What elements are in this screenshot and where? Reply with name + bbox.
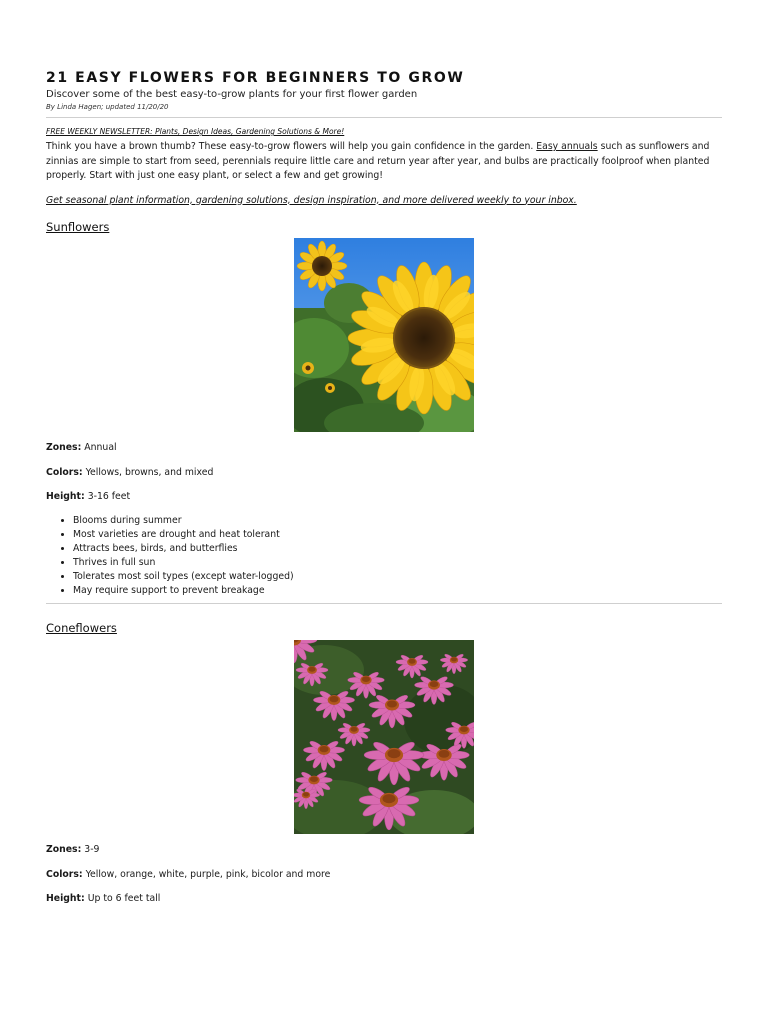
list-item: • Blooms during summer (73, 514, 722, 528)
colors-label: Colors: (46, 868, 83, 880)
zones-label: Zones: (46, 441, 82, 453)
list-item: • May require support to prevent breakage (73, 584, 722, 598)
coneflower-colors (46, 869, 722, 881)
sunflower-height (46, 491, 722, 503)
coneflower-photo (294, 640, 474, 834)
sunflowers-heading[interactable]: Sunflowers (46, 219, 110, 234)
colors-value: Yellows, browns, and mixed (85, 466, 214, 478)
height-label: Height: (46, 490, 85, 502)
intro-text-1: Think you have a brown thumb? These easy-to-grow flowers will help you gain confidence in the garden. (46, 141, 537, 152)
height-label: Height: (46, 892, 85, 904)
coneflower-photo-wrap (294, 640, 474, 834)
seasonal-newsletter-link[interactable]: Get seasonal plant information, gardening solutions, design inspiration, and more delivered weekly to your inbox. (46, 194, 577, 206)
coneflower-zones (46, 844, 722, 856)
list-item: • Attracts bees, birds, and butterflies (73, 542, 722, 556)
sunflower-colors (46, 467, 722, 479)
sunflower-zones (46, 442, 722, 454)
header-divider (46, 117, 722, 118)
list-item: • Tolerates most soil types (except water-logged) (73, 570, 722, 584)
colors-value: Yellow, orange, white, purple, pink, bicolor and more (85, 868, 331, 880)
zones-value: 3-9 (84, 843, 100, 855)
article (46, 68, 722, 905)
page-title: 21 EASY FLOWERS FOR BEGINNERS TO GROW (46, 70, 465, 86)
zones-value: Annual (84, 441, 117, 453)
newsletter-link[interactable]: FREE WEEKLY NEWSLETTER: Plants, Design Ideas, Gardening Solutions & More! (46, 127, 345, 136)
height-value: Up to 6 feet tall (87, 892, 161, 904)
intro-text-2: such as sunflowers and zinnias are simple to start from seed, perennials require little care and return year after year, and bulbs are practically foolproof when planted properly. Start with just one easy plant, or select a few and get growing! (46, 141, 710, 181)
colors-label: Colors: (46, 466, 83, 478)
list-item: • Most varieties are drought and heat tolerant (73, 528, 722, 542)
section-divider (46, 603, 722, 604)
coneflower-height (46, 893, 722, 905)
height-value: 3-16 feet (87, 490, 131, 502)
sunflower-bullet-list (46, 514, 722, 598)
sunflowers-section (46, 216, 722, 598)
page-subtitle: Discover some of the best easy-to-grow plants for your first flower garden (46, 89, 418, 100)
list-item: • Thrives in full sun (73, 556, 722, 570)
byline: By Linda Hagen; updated 11/20/20 (46, 103, 169, 111)
sunflower-photo (294, 238, 474, 432)
intro-paragraph (46, 140, 722, 184)
easy-annuals-link[interactable]: Easy annuals (536, 141, 598, 152)
sunflower-photo-wrap (294, 238, 474, 432)
zones-label: Zones: (46, 843, 82, 855)
coneflowers-heading[interactable]: Coneflowers (46, 620, 117, 635)
coneflowers-section (46, 617, 722, 905)
